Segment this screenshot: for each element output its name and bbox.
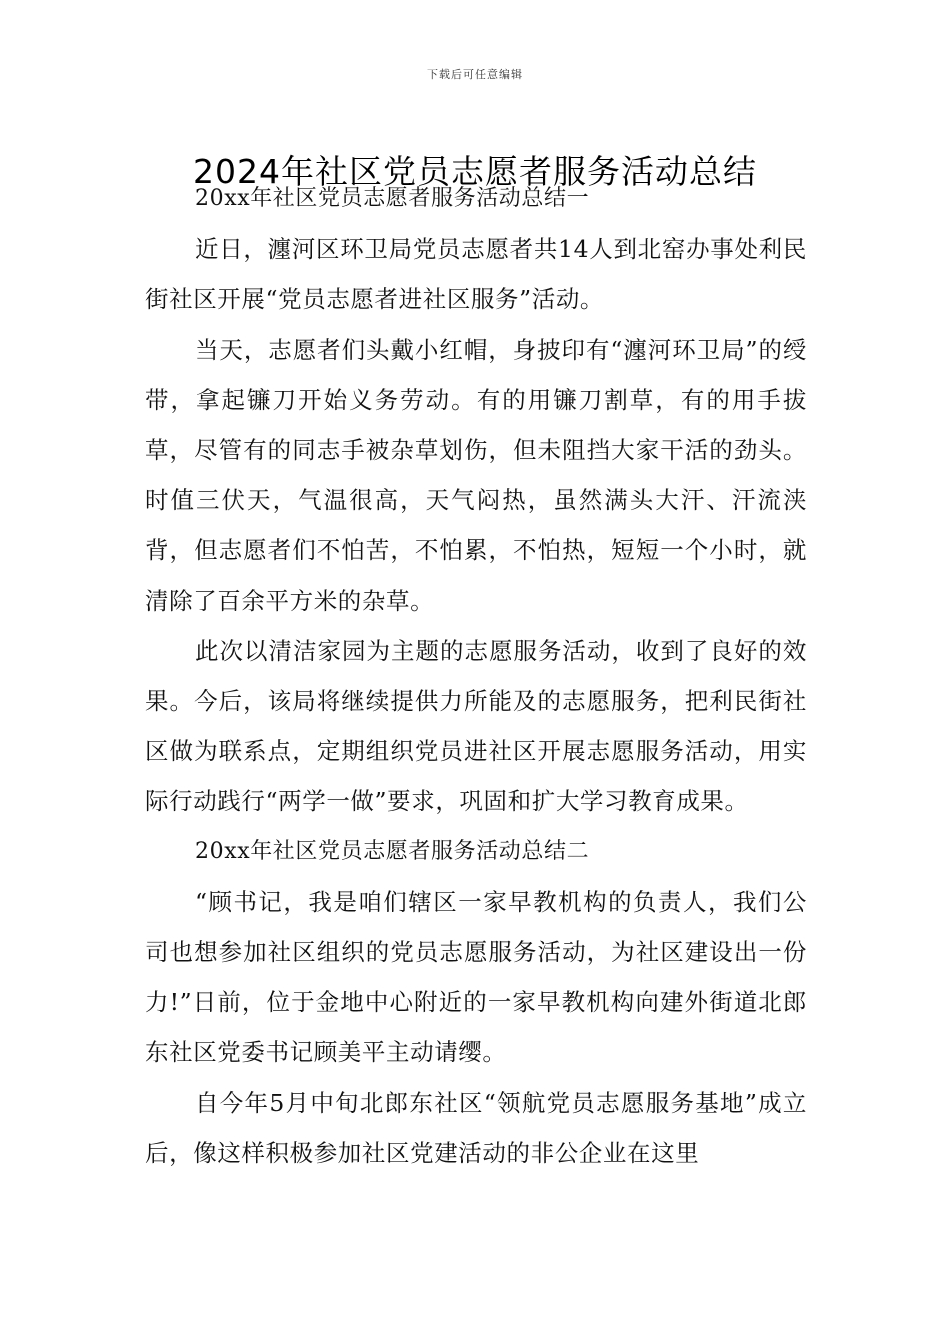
- section-heading-2: 20xx年社区党员志愿者服务活动总结二: [195, 838, 590, 864]
- paragraph: 当天，志愿者们头戴小红帽，身披印有“瀍河环卫局”的绶带，拿起镰刀开始义务劳动。有的用镰刀割草，有的用手拔草，尽管有的同志手被杂草划伤，但未阻挡大家干活的劲头。时值三伏天，气温很高，天气闷热，虽然满头大汗、汗流浃背，但志愿者们不怕苦，不怕累，不怕热，短短一个小时，就清除了百余平方米的杂草。: [145, 335, 807, 615]
- paragraph: 此次以清洁家园为主题的志愿服务活动，收到了良好的效果。今后，该局将继续提供力所能及的志愿服务，把利民街社区做为联系点，定期组织党员进社区开展志愿服务活动，用实际行动践行“两学一做”要求，巩固和扩大学习教育成果。: [145, 636, 807, 816]
- paragraph: 近日，瀍河区环卫局党员志愿者共14人到北窑办事处利民街社区开展“党员志愿者进社区服务”活动。: [145, 235, 807, 314]
- paragraph: 自今年5月中旬北郎东社区“领航党员志愿服务基地”成立后，像这样积极参加社区党建活动的非公企业在这里: [145, 1088, 807, 1167]
- document-body: [145, 174, 807, 1178]
- section-heading-1: 20xx年社区党员志愿者服务活动总结一: [195, 186, 590, 211]
- document-title: 2024年社区党员志愿者服务活动总结: [193, 152, 757, 192]
- header-note: 下载后可任意编辑: [427, 68, 523, 81]
- paragraph: “顾书记，我是咱们辖区一家早教机构的负责人，我们公司也想参加社区组织的党员志愿服务活动，为社区建设出一份力!”日前，位于金地中心附近的一家早教机构向建外街道北郎东社区党委书记顾美平主动请缨。: [145, 887, 807, 1067]
